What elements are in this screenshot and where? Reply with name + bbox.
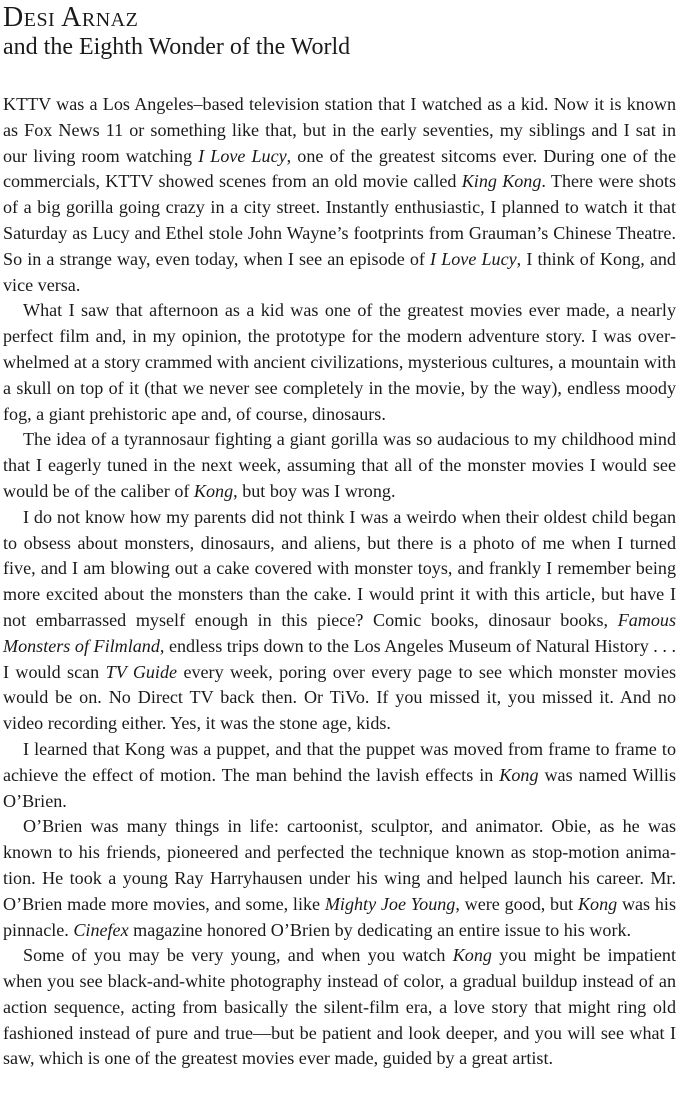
paragraph-3 [3,427,676,504]
italic-title: Kong [577,893,618,914]
article-subtitle: and the Eighth Wonder of the World [3,34,351,60]
text-run: every week, poring over every page to see which monster movies would be on. No Direct TV back then. Or TiVo. If you missed it, you missed it. And no video recording either. Yes, it was the stone age, kids. [3,661,677,734]
text-run: I do not know how my parents did not think I was a weirdo when their oldest child began to obsess about monsters, dinosaurs, and aliens, but there is a photo of me when I turned five, and I am blowing out a cake covered with monster toys, and frankly I remember being more excited about the monsters than the cake. I would print it with this article, but have I not embarrassed myself enough in this piece? Comic books, dinosaur books, [3,506,676,630]
italic-title: I Love Lucy [198,145,287,166]
paragraph-5 [3,737,676,814]
text-run: , endless trips down to the Los Angeles Museum of Natural History . . . I would scan [3,635,676,682]
article-title: Desi Arnaz [3,2,139,33]
article-body [3,92,676,1072]
text-run: . There were shots of a big gorilla going crazy in a city street. Instantly enthusiastic, I planned to watch it that Saturday as Lucy and Ethel stole John Wayne’s footprints from Grauman’s Chinese Theatre. So in a strange way, even today, when I see an episode of [3,171,676,269]
text-run: , one of the greatest sitcoms ever. During one of the commercials, KTTV showed scenes from an old movie called [3,145,676,192]
italic-title: King Kong [461,171,542,192]
text-run: Some of you may be very young, and when you watch [23,945,453,966]
text-run: , were good, but [455,893,578,914]
article-page [3,0,676,1072]
italic-title: Famous Monsters of Filmland [3,609,676,656]
text-run: O’Brien was many things in life: cartoonist, sculptor, and animator. Obie, as he was known to his friends, pioneered and perfected the technique known as stop-motion animation. He took a young Ray Harryhausen under his wing and helped launch his career. Mr. O’Brien made more movies, and some, like [3,816,676,914]
paragraph-1 [3,92,676,298]
text-run: you might be impatient when you see black-and-white photography instead of color, a gradual buildup instead of an action sequence, acting from basically the silent-film era, a love story that might ring old fashioned instead of pure and true—but be patient and look deeper, and you will see what I saw, which is one of the greatest movies ever made, guided by a great artist. [3,945,677,1069]
italic-title: Mighty Joe Young [324,893,456,914]
paragraph-2 [3,298,676,427]
text-run: , I think of Kong, and vice versa. [3,248,676,295]
italic-title: Cinefex [73,919,129,940]
text-run: magazine honored O’Brien by dedicating an entire issue to his work. [128,919,632,940]
text-run: , but boy was I wrong. [233,480,396,501]
text-run: was named Willis O’Brien. [3,764,676,811]
paragraph-4 [3,505,676,737]
italic-title: I Love Lucy [430,248,517,269]
italic-title: TV Guide [105,661,178,682]
paragraph-7 [3,943,676,1072]
italic-title: Kong [193,480,234,501]
text-run: I learned that Kong was a puppet, and that the puppet was moved from frame to frame to achieve the effect of motion. The man behind the lavish effects in [3,738,676,785]
text-run: KTTV was a Los Angeles–based television station that I watched as a kid. Now it is known as Fox News 11 or something like that, but in the early seventies, my siblings and I sat in our living room watching [3,94,676,166]
text-run: The idea of a tyrannosaur fighting a giant gorilla was so audacious to my childhood mind that I eagerly tuned in the next week, assuming that all of the monster movies I would see would be of the caliber of [3,429,676,501]
paragraph-6 [3,814,676,943]
text-run: What I saw that afternoon as a kid was one of the greatest movies ever made, a nearly perfect film and, in my opinion, the prototype for the modern adventure story. I was overwhelmed at a story crammed with ancient civilizations, mysterious cultures, a mountain with a skull on top of it (that we never see completely in the movie, by the way), endless moody fog, a giant prehistoric ape and, of course, dinosaurs. [3,300,676,424]
italic-title: Kong [452,945,492,966]
italic-title: Kong [499,764,539,785]
text-run: was his pinnacle. [3,893,676,940]
